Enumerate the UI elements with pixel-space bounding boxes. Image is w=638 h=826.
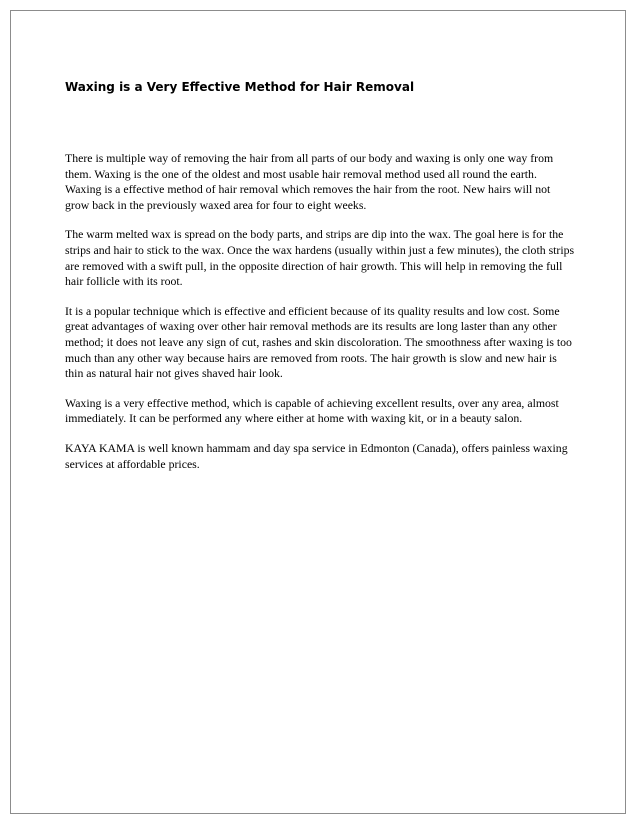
document-page [10, 10, 626, 814]
paragraph-3: It is a popular technique which is effective and efficient because of its quality results and low cost. Some great advantages of waxing over other hair removal methods are its results are long laster than any other method; it does not leave any sign of cut, rashes and skin discoloration. The smoothness after waxing is too much than any other way because hairs are removed from roots. The hair growth is slow and new hair is thin as natural hair not gives shaved hair look. [65, 303, 572, 381]
paragraph-2: The warm melted wax is spread on the body parts, and strips are dip into the wax. The goal here is for the strips and hair to stick to the wax. Once the wax hardens (usually within just a few minutes), the cloth strips are removed with a swift pull, in the opposite direction of hair growth. This will help in removing the full hair follicle with its root. [65, 227, 575, 289]
paragraph-1: There is multiple way of removing the hair from all parts of our body and waxing is only one way from them. Waxing is the one of the oldest and most usable hair removal method used all round the earth. Waxing is a effective method of hair removal which removes the hair from the root. New hairs will not grow back in the previously waxed area for four to eight weeks. [65, 151, 554, 212]
paragraph-4: Waxing is a very effective method, which is capable of achieving excellent results, over any area, almost immediately. It can be performed any where either at home with waxing kit, or in a beauty salon. [65, 395, 559, 426]
paragraph-5: KAYA KAMA is well known hammam and day spa service in Edmonton (Canada), offers painless waxing services at affordable prices. [65, 440, 568, 471]
document-title: Waxing is a Very Effective Method for Hair Removal [65, 80, 415, 94]
document-body [65, 151, 575, 486]
